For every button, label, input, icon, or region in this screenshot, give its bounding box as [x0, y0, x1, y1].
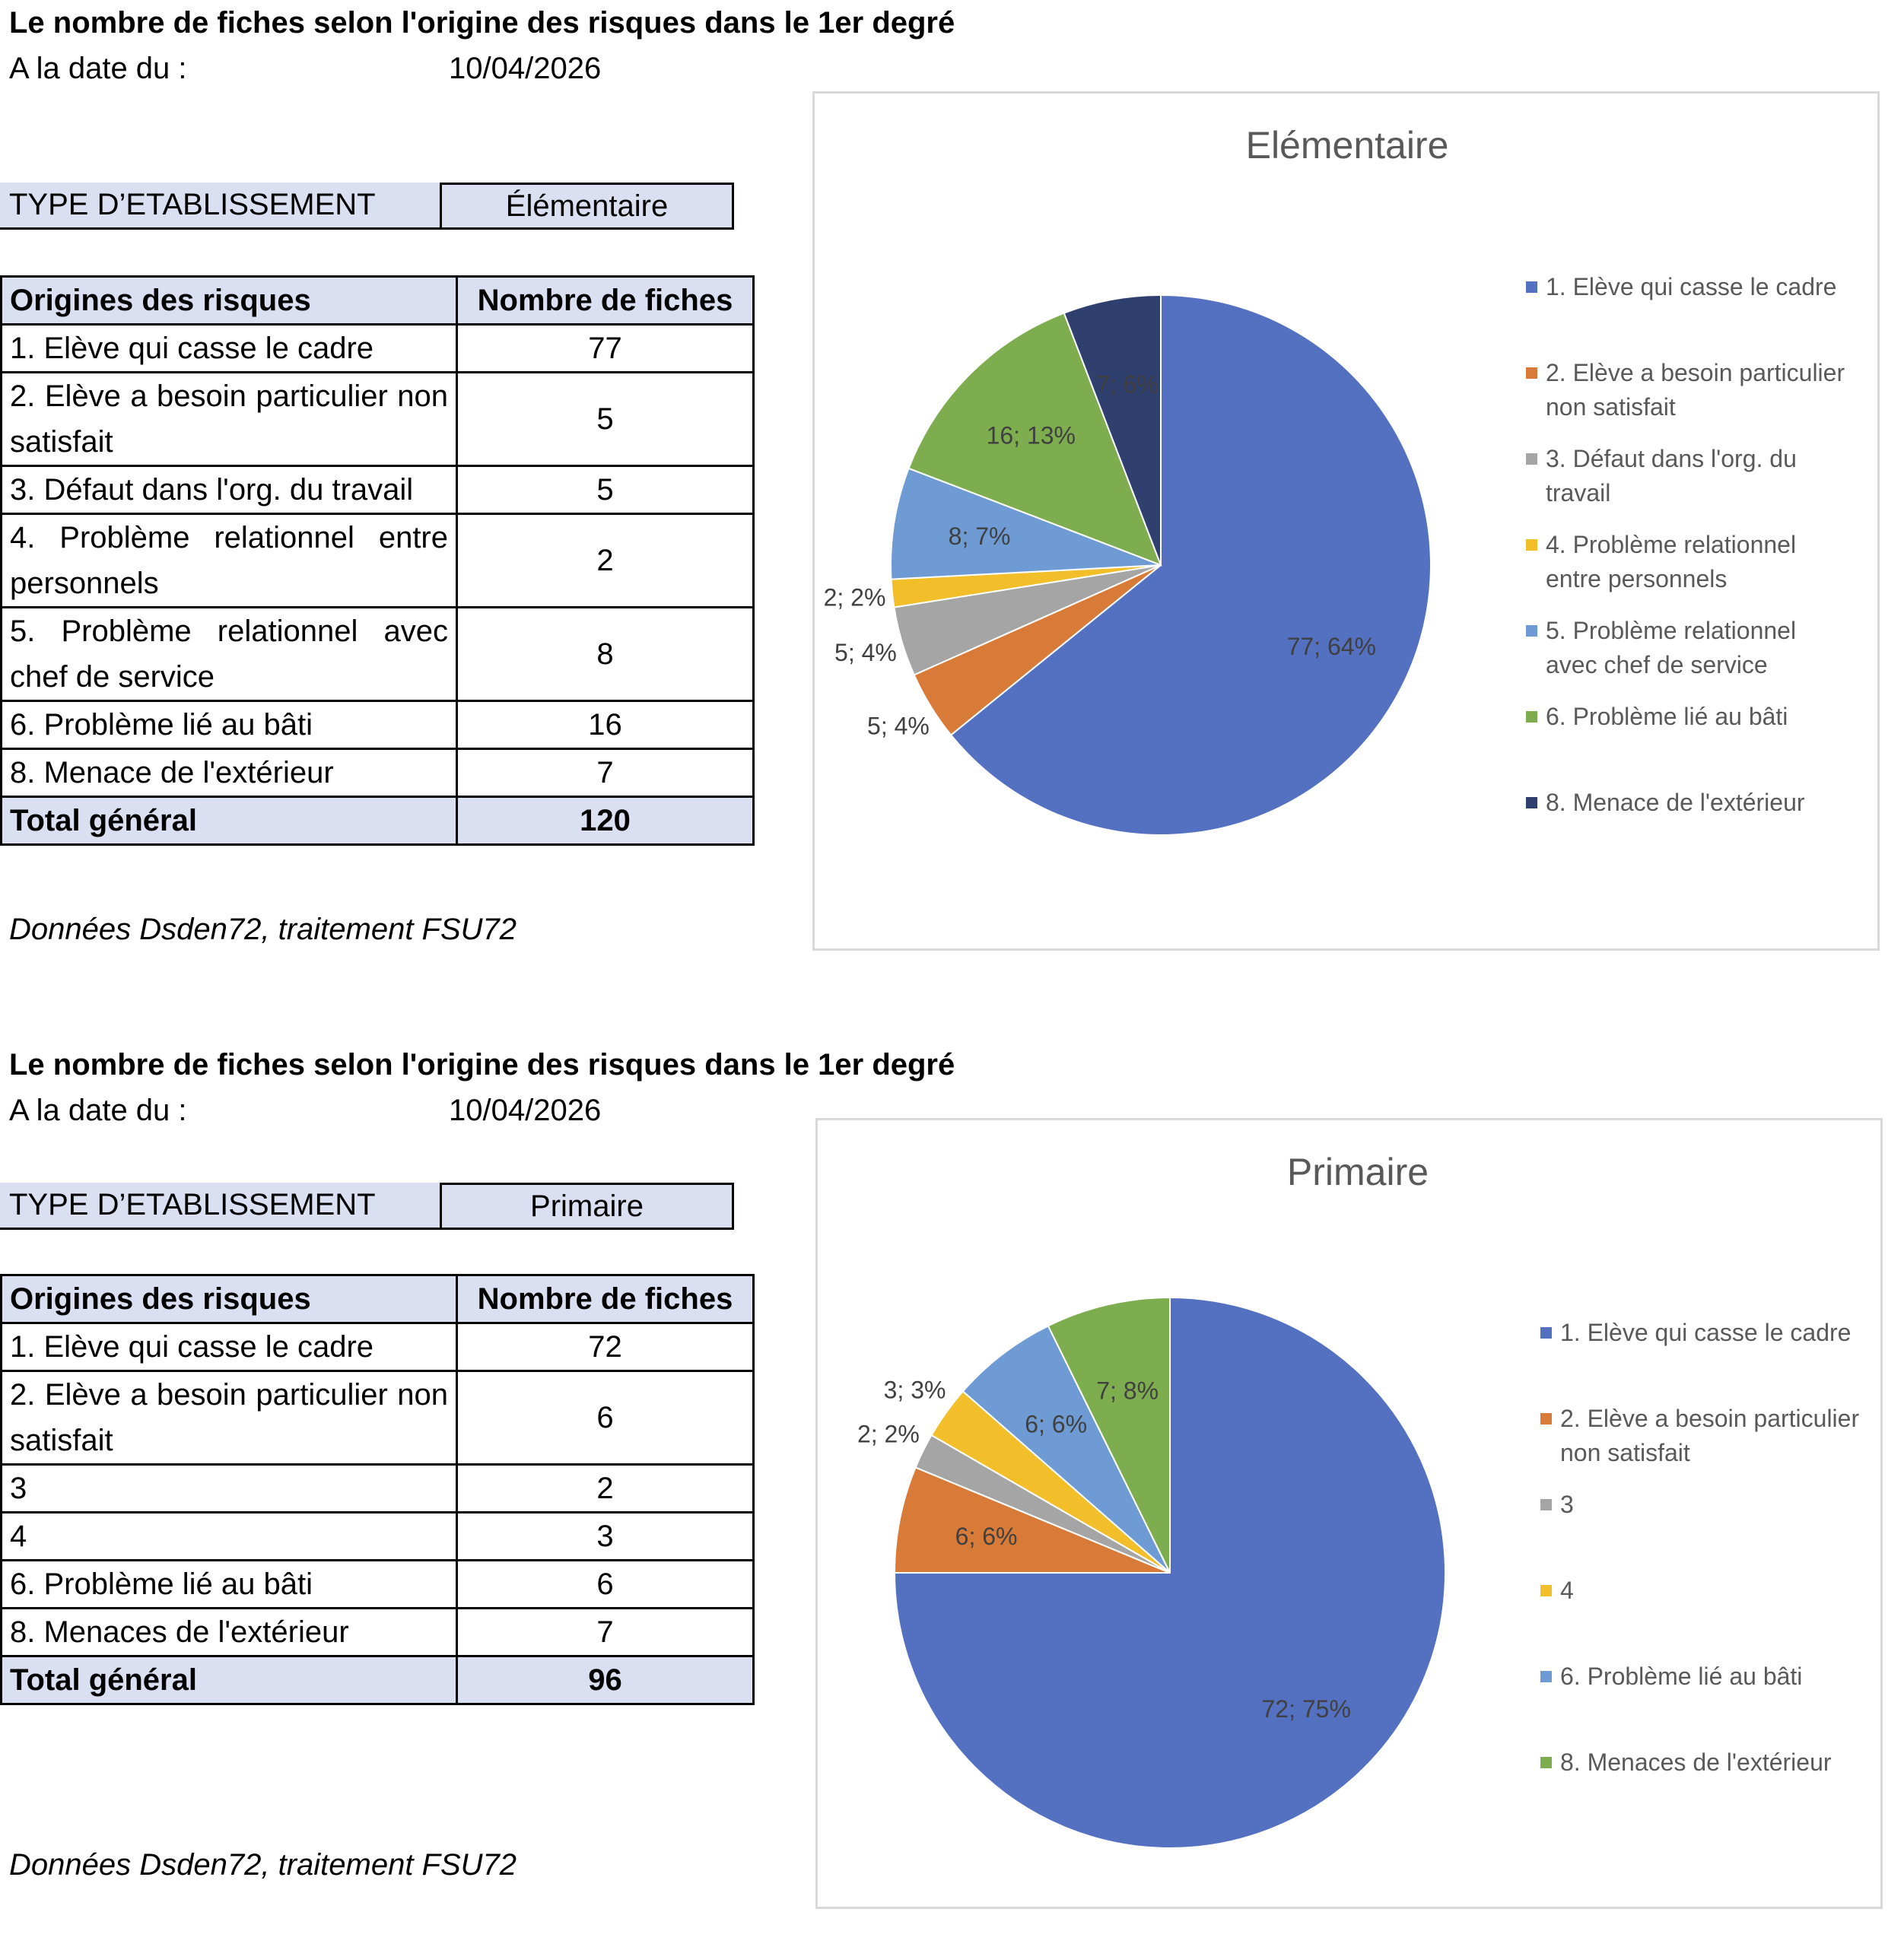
- legend-label: 1. Elève qui casse le cadre: [1546, 273, 1837, 300]
- legend-swatch: [1526, 711, 1537, 723]
- establishment-type-row: [0, 183, 734, 230]
- column-header-origin: Origines des risques: [2, 277, 457, 325]
- table-row: [2, 749, 754, 797]
- date-label: A la date du :: [9, 52, 187, 85]
- table-row: [2, 1465, 754, 1513]
- legend-item[interactable]: [1540, 1405, 1859, 1466]
- data-label: 16; 13%: [986, 421, 1076, 449]
- row-count: 7: [457, 1609, 754, 1656]
- legend-swatch: [1540, 1671, 1552, 1682]
- row-count: 5: [457, 466, 754, 514]
- legend-label: 8. Menace de l'extérieur: [1546, 789, 1805, 816]
- legend-label: avec chef de service: [1546, 651, 1768, 678]
- legend-label: 4: [1560, 1577, 1574, 1604]
- row-count: 6: [457, 1371, 754, 1465]
- row-count: 8: [457, 608, 754, 701]
- legend-item[interactable]: [1526, 273, 1836, 300]
- establishment-type-label: TYPE D’ETABLISSEMENT: [0, 1183, 440, 1230]
- legend-label: 2. Elève a besoin particulier: [1546, 359, 1845, 386]
- legend-item[interactable]: [1526, 359, 1845, 421]
- legend-label: 1. Elève qui casse le cadre: [1560, 1319, 1852, 1346]
- table-row: [2, 1561, 754, 1609]
- table-row: [2, 1513, 754, 1561]
- legend-swatch: [1540, 1327, 1552, 1339]
- establishment-type-value[interactable]: Élémentaire: [440, 183, 734, 230]
- row-origin: 3: [2, 1465, 457, 1513]
- legend-swatch: [1526, 281, 1537, 293]
- legend-label: 5. Problème relationnel: [1546, 617, 1797, 644]
- row-count: 16: [457, 701, 754, 749]
- date-value: 10/04/2026: [449, 52, 602, 85]
- table-row: [2, 1609, 754, 1656]
- table-row: [2, 1371, 754, 1465]
- table-row: [2, 373, 754, 466]
- row-count: 7: [457, 749, 754, 797]
- legend-item[interactable]: [1540, 1319, 1851, 1346]
- row-origin: 2. Elève a besoin particulier non satisfait: [2, 373, 457, 466]
- row-origin: 4. Problème relationnel entre personnels: [2, 514, 457, 608]
- pie-chart-svg: [815, 94, 1882, 953]
- data-label: 8; 7%: [948, 522, 1011, 551]
- legend-label: 6. Problème lié au bâti: [1546, 703, 1788, 730]
- row-origin: 6. Problème lié au bâti: [2, 701, 457, 749]
- legend-label: non satisfait: [1546, 393, 1676, 421]
- table-total-row: [2, 797, 754, 845]
- row-origin: 3. Défaut dans l'org. du travail: [2, 466, 457, 514]
- legend-label: 3. Défaut dans l'org. du: [1546, 445, 1797, 472]
- row-count: 2: [457, 1465, 754, 1513]
- table-row: [2, 608, 754, 701]
- legend-item[interactable]: [1540, 1663, 1802, 1690]
- legend-swatch: [1526, 539, 1537, 551]
- data-label: 7; 8%: [1096, 1377, 1159, 1405]
- legend-item[interactable]: [1526, 617, 1796, 678]
- legend-swatch: [1526, 625, 1537, 637]
- row-origin: 2. Elève a besoin particulier non satisfait: [2, 1371, 457, 1465]
- source-note: Données Dsden72, traitement FSU72: [9, 1848, 517, 1882]
- chart-primaire: [815, 1118, 1883, 1909]
- legend-label: non satisfait: [1560, 1439, 1690, 1466]
- legend-swatch: [1526, 453, 1537, 465]
- row-count: 77: [457, 325, 754, 373]
- legend-item[interactable]: [1526, 789, 1805, 816]
- chart-title: Elémentaire: [1245, 124, 1449, 167]
- legend-label: travail: [1546, 479, 1611, 507]
- row-origin: 8. Menace de l'extérieur: [2, 749, 457, 797]
- table-row: [2, 325, 754, 373]
- total-label: Total général: [2, 797, 457, 845]
- legend-item[interactable]: [1526, 531, 1796, 592]
- section-title: Le nombre de fiches selon l'origine des risques dans le 1er degré: [9, 1048, 955, 1081]
- row-origin: 4: [2, 1513, 457, 1561]
- table-row: [2, 701, 754, 749]
- legend-item[interactable]: [1540, 1491, 1574, 1518]
- legend-label: 3: [1560, 1491, 1574, 1518]
- risk-table: [0, 1274, 755, 1705]
- legend-label: entre personnels: [1546, 565, 1728, 592]
- source-note: Données Dsden72, traitement FSU72: [9, 913, 517, 946]
- legend-label: 2. Elève a besoin particulier: [1560, 1405, 1860, 1432]
- row-origin: 6. Problème lié au bâti: [2, 1561, 457, 1609]
- data-label: 3; 3%: [883, 1376, 946, 1404]
- date-label: A la date du :: [9, 1094, 187, 1127]
- data-label: 6; 6%: [955, 1522, 1018, 1550]
- chart-title: Primaire: [1286, 1151, 1429, 1193]
- legend-swatch: [1526, 797, 1537, 808]
- legend-label: 4. Problème relationnel: [1546, 531, 1797, 558]
- legend-swatch: [1540, 1585, 1552, 1596]
- legend-swatch: [1540, 1499, 1552, 1510]
- legend-item[interactable]: [1540, 1577, 1574, 1604]
- legend-item[interactable]: [1526, 703, 1788, 730]
- data-label: 2; 2%: [823, 583, 886, 611]
- table-header-row: [2, 277, 754, 325]
- legend-item[interactable]: [1526, 445, 1797, 507]
- chart-elementaire: [812, 91, 1880, 951]
- data-label: 77; 64%: [1286, 632, 1377, 660]
- data-label: 7; 6%: [1096, 370, 1159, 399]
- total-label: Total général: [2, 1656, 457, 1704]
- table-row: [2, 1323, 754, 1371]
- establishment-type-row: [0, 1183, 734, 1230]
- row-count: 72: [457, 1323, 754, 1371]
- section-primaire: [0, 1042, 1904, 1947]
- row-count: 3: [457, 1513, 754, 1561]
- total-value: 120: [457, 797, 754, 845]
- data-label: 2; 2%: [857, 1420, 920, 1448]
- risk-table: [0, 275, 755, 846]
- row-count: 5: [457, 373, 754, 466]
- table-row: [2, 514, 754, 608]
- establishment-type-label: TYPE D’ETABLISSEMENT: [0, 183, 440, 230]
- table-header-row: [2, 1275, 754, 1323]
- row-origin: 1. Elève qui casse le cadre: [2, 1323, 457, 1371]
- legend-item[interactable]: [1540, 1748, 1832, 1776]
- column-header-origin: Origines des risques: [2, 1275, 457, 1323]
- legend-label: 8. Menaces de l'extérieur: [1560, 1748, 1832, 1776]
- data-label: 5; 4%: [867, 712, 930, 740]
- row-count: 2: [457, 514, 754, 608]
- date-value: 10/04/2026: [449, 1094, 602, 1127]
- table-total-row: [2, 1656, 754, 1704]
- table-row: [2, 466, 754, 514]
- establishment-type-value[interactable]: Primaire: [440, 1183, 734, 1230]
- row-origin: 5. Problème relationnel avec chef de service: [2, 608, 457, 701]
- column-header-count: Nombre de fiches: [457, 1275, 754, 1323]
- total-value: 96: [457, 1656, 754, 1704]
- data-label: 72; 75%: [1261, 1695, 1351, 1723]
- legend-swatch: [1540, 1757, 1552, 1768]
- legend-label: 6. Problème lié au bâti: [1560, 1663, 1803, 1690]
- pie-chart-svg: [818, 1120, 1885, 1911]
- legend-swatch: [1540, 1413, 1552, 1425]
- row-origin: 8. Menaces de l'extérieur: [2, 1609, 457, 1656]
- row-origin: 1. Elève qui casse le cadre: [2, 325, 457, 373]
- legend-swatch: [1526, 367, 1537, 379]
- row-count: 6: [457, 1561, 754, 1609]
- data-label: 5; 4%: [834, 638, 897, 666]
- section-title: Le nombre de fiches selon l'origine des risques dans le 1er degré: [9, 6, 955, 40]
- column-header-count: Nombre de fiches: [457, 277, 754, 325]
- data-label: 6; 6%: [1025, 1410, 1088, 1438]
